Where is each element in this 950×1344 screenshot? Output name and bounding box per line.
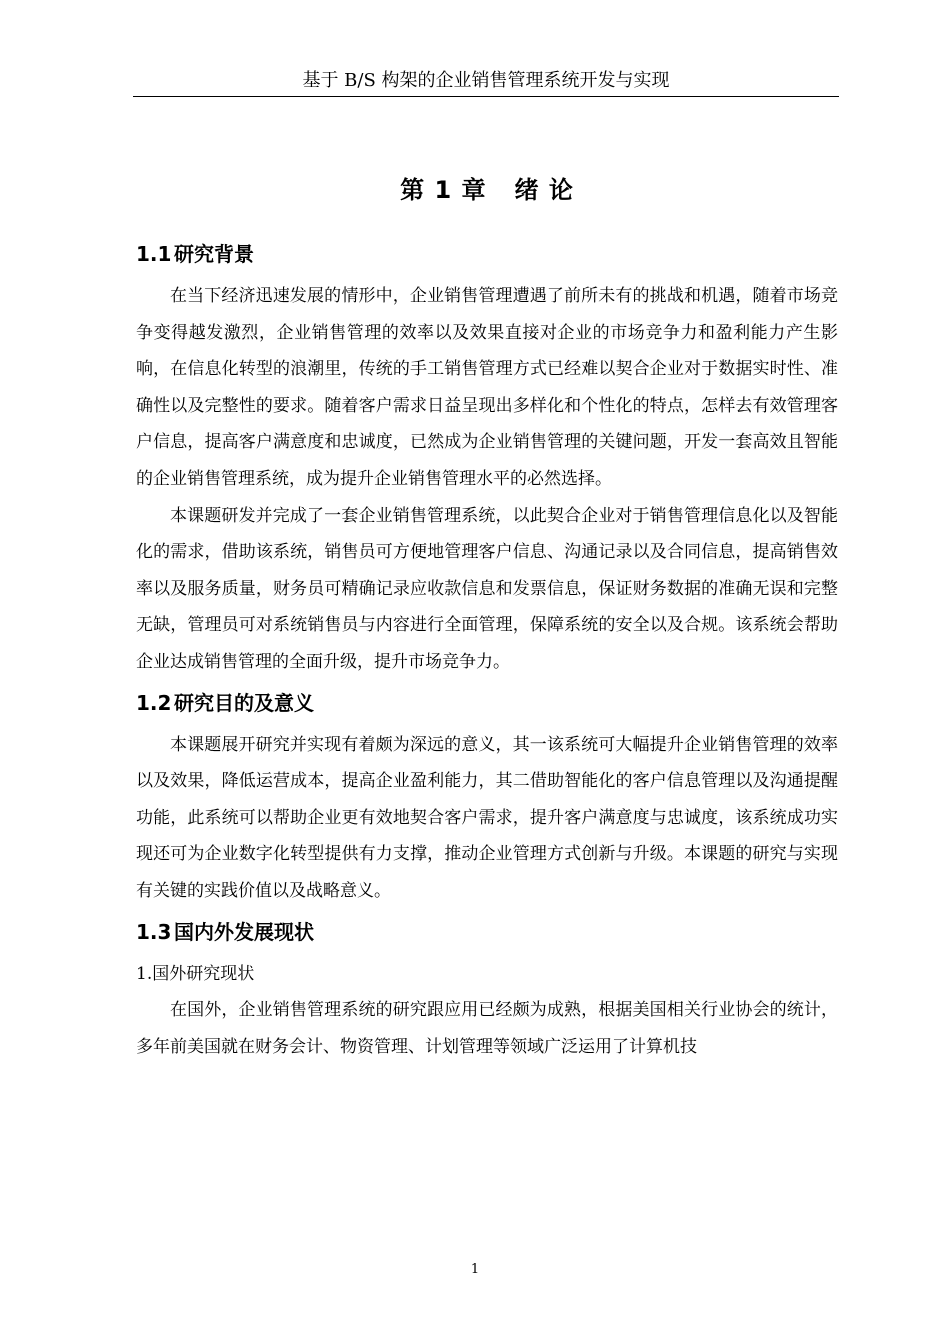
- page-number: 1: [470, 1262, 480, 1277]
- section-number: 1.2: [136, 690, 172, 715]
- section-heading-1-3: [136, 914, 838, 950]
- paragraph: 在当下经济迅速发展的情形中，企业销售管理遭遇了前所未有的挑战和机遇，随着市场竞争变得越发激烈，企业销售管理的效率以及效果直接对企业的市场竞争力和盈利能力产生影响，在信息化转型的浪潮里，传统的手工销售管理方式已经难以契合企业对于数据实时性、准确性以及完整性的要求。随着客户需求日益呈现出多样化和个性化的特点，怎样去有效管理客户信息，提高客户满意度和忠诚度，已然成为企业销售管理的关键问题，开发一套高效且智能的企业销售管理系统，成为提升企业销售管理水平的必然选择。: [136, 286, 838, 489]
- running-header: 基于 B/S 构架的企业销售管理系统开发与实现: [302, 70, 670, 91]
- page-body: [136, 170, 838, 1065]
- chapter-label: 第 1 章: [400, 176, 487, 204]
- paragraph: 本课题展开研究并实现有着颇为深远的意义，其一该系统可大幅提升企业销售管理的效率以及效果，降低运营成本，提高企业盈利能力，其二借助智能化的客户信息管理以及沟通提醒功能，此系统可以帮助企业更有效地契合客户需求，提升客户满意度与忠诚度，该系统成功实现还可为企业数字化转型提供有力支撑，推动企业管理方式创新与升级。本课题的研究与实现有关键的实践价值以及战略意义。: [136, 734, 838, 901]
- header-rule: [133, 96, 839, 97]
- section-heading-1-2: [136, 685, 838, 721]
- section-number: 1.3: [136, 919, 172, 944]
- chapter-name: 绪 论: [514, 176, 574, 204]
- section-title: 研究背景: [174, 242, 254, 266]
- section-number: 1.1: [136, 242, 172, 266]
- section-title: 国内外发展现状: [174, 919, 314, 944]
- paragraph: 本课题研发并完成了一套企业销售管理系统，以此契合企业对于销售管理信息化以及智能化的需求，借助该系统，销售员可方便地管理客户信息、沟通记录以及合同信息，提高销售效率以及服务质量，财务员可精确记录应收款信息和发票信息，保证财务数据的准确无误和完整无缺，管理员可对系统销售员与内容进行全面管理，保障系统的安全以及合规。该系统会帮助企业达成销售管理的全面升级，提升市场竞争力。: [136, 505, 838, 672]
- chapter-title: [136, 170, 838, 210]
- subsection-heading: 1.国外研究现状: [136, 963, 255, 984]
- section-title: 研究目的及意义: [174, 690, 314, 715]
- section-heading-1-1: [136, 236, 838, 272]
- paragraph: 在国外，企业销售管理系统的研究跟应用已经颇为成熟，根据美国相关行业协会的统计，多年前美国就在财务会计、物资管理、计划管理等领域广泛运用了计算机技: [136, 1000, 838, 1057]
